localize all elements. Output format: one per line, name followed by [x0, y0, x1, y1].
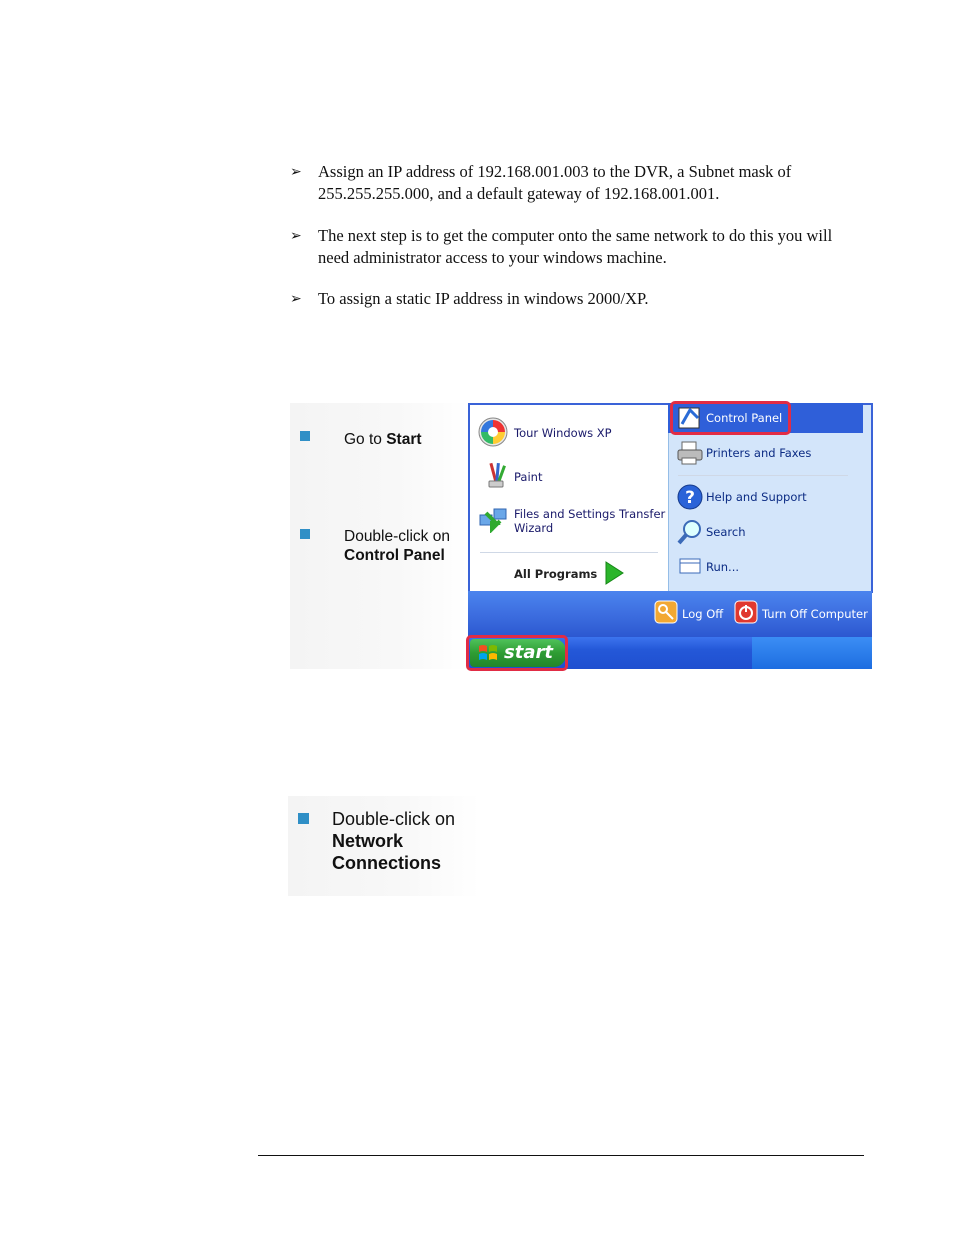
- menu-item-help-support[interactable]: Help and Support: [706, 490, 807, 504]
- square-bullet-icon: [300, 431, 310, 441]
- menu-item-run[interactable]: Run...: [706, 560, 740, 574]
- files-settings-transfer-icon: [478, 503, 508, 533]
- step-go-to-start: Go to Start: [344, 431, 422, 448]
- start-menu-left-pane: [468, 403, 670, 593]
- menu-divider: [480, 552, 658, 553]
- highlight-box-start: [466, 635, 568, 671]
- log-off-icon: [654, 600, 678, 624]
- instructions-panel: [290, 403, 468, 669]
- log-off-button[interactable]: Log Off: [682, 607, 724, 621]
- menu-item-printers-faxes[interactable]: Printers and Faxes: [706, 446, 812, 460]
- printer-icon: [676, 439, 704, 467]
- square-bullet-icon: [298, 813, 309, 824]
- arrow-bullet-icon: ➢: [290, 228, 302, 244]
- menu-item-files-settings-transfer[interactable]: Files and Settings Transfer Wizard: [514, 507, 666, 535]
- tour-windows-xp-icon: [478, 417, 508, 447]
- bullet-static-ip: ➢ To assign a static IP address in windows 2000/XP.: [290, 289, 649, 308]
- arrow-bullet-icon: ➢: [290, 291, 302, 307]
- help-icon: [676, 483, 704, 511]
- system-tray: [752, 637, 872, 669]
- menu-divider: [678, 475, 848, 476]
- menu-item-paint[interactable]: Paint: [514, 470, 543, 484]
- arrow-bullet-icon: ➢: [290, 164, 302, 180]
- instructions-panel-network: [288, 796, 480, 896]
- turn-off-icon: [734, 600, 758, 624]
- all-programs-button[interactable]: All Programs: [514, 567, 598, 581]
- bullet-same-network: ➢ The next step is to get the computer onto the same network to do this you will need administrator access to your windows machine.: [290, 226, 833, 267]
- turn-off-computer-button[interactable]: Turn Off Computer: [762, 607, 868, 621]
- menu-item-tour-windows-xp[interactable]: Tour Windows XP: [514, 426, 612, 440]
- start-menu-screenshot: [468, 403, 872, 669]
- square-bullet-icon: [300, 529, 310, 539]
- svg-text:?: ?: [685, 488, 695, 508]
- start-menu-bottom-bar: [468, 591, 872, 637]
- menu-item-search[interactable]: Search: [706, 525, 746, 539]
- highlight-box-control-panel: [670, 401, 791, 435]
- run-icon: [676, 555, 704, 579]
- menu-item-control-panel[interactable]: Control Panel: [706, 411, 783, 425]
- search-icon: [676, 518, 704, 546]
- step-network-connections: Double-click on Network Connections: [332, 809, 456, 873]
- start-label: start: [504, 642, 553, 663]
- bullet-assign-ip: ➢ Assign an IP address of 192.168.001.003 to the DVR, a Subnet mask of 255.255.255.000, and a default gateway of 192.168.001.001.: [290, 162, 792, 203]
- footer-rule: [258, 1155, 864, 1156]
- step-control-panel: Double-click on Control Panel: [344, 528, 450, 564]
- all-programs-arrow-icon: [604, 561, 624, 585]
- paint-icon: [480, 459, 510, 489]
